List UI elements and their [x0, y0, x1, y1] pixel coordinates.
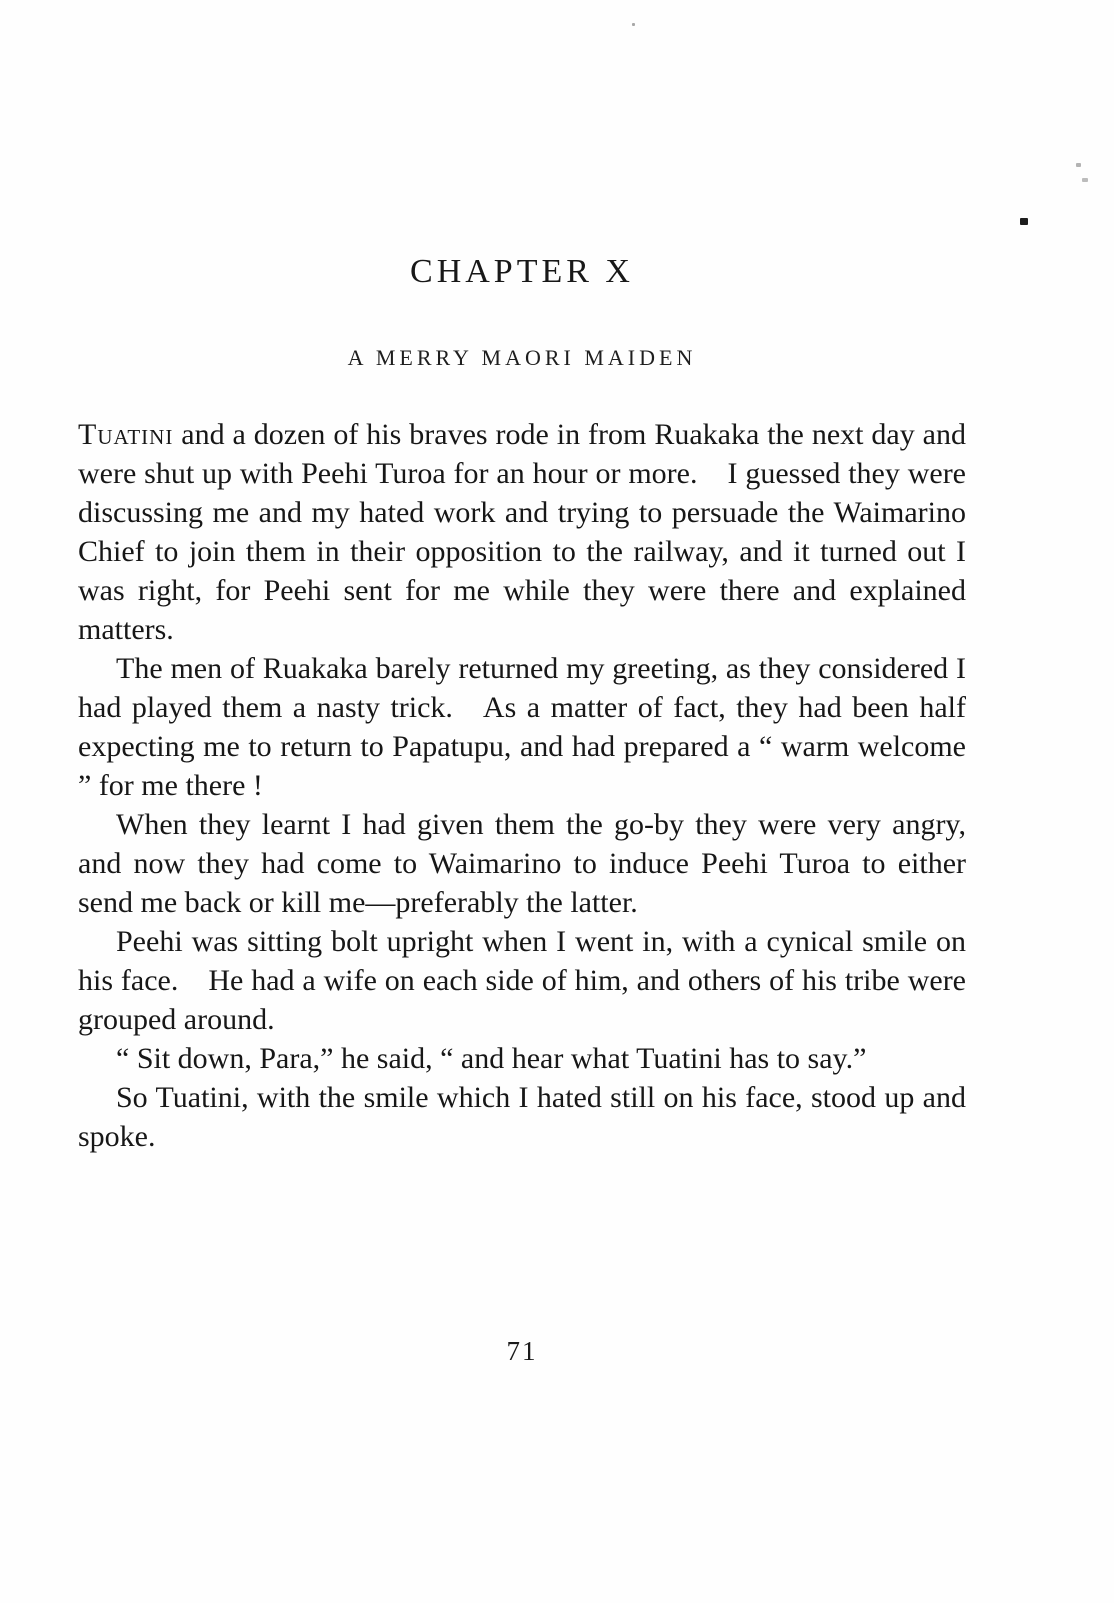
scan-speck [1020, 218, 1028, 225]
chapter-heading: CHAPTER X [410, 253, 634, 290]
body-text [78, 415, 966, 1156]
page-number: 71 [506, 1336, 538, 1366]
lead-word: Tuatini [78, 418, 174, 451]
paragraph-4: Peehi was sitting bolt upright when I went in, with a cynical smile on his face. He had a wife on each side of him, and others of his tribe were grouped around. [78, 925, 966, 1036]
chapter-subtitle: A MERRY MAORI MAIDEN [347, 345, 697, 370]
paragraph-2: The men of Ruakaka barely returned my greeting, as they considered I had played them a nasty trick. As a matter of fact, they had been half expecting me to return to Papatupu, and had prepared a “ warm welcome ” for me there ! [78, 652, 966, 802]
scan-speck [1082, 178, 1088, 182]
scan-speck [1076, 163, 1081, 167]
paragraph-5: “ Sit down, Para,” he said, “ and hear what Tuatini has to say.” [116, 1042, 867, 1075]
paragraph-3: When they learnt I had given them the go-by they were very angry, and now they had come to Waimarino to induce Peehi Turoa to either send me back or kill me—preferably the latter. [78, 808, 966, 919]
paragraph-1-text: and a dozen of his braves rode in from Ruakaka the next day and were shut up with Peehi Turoa for an hour or more. I guessed they were discussing me and my hated work and trying to persuade the Waimarino Chief to join them in their opposition to the railway, and it turned out I was right, for Peehi sent for me while they were there and explained matters. [78, 418, 966, 646]
paragraph-1 [78, 415, 966, 649]
scan-speck [632, 23, 635, 26]
paragraph-6: So Tuatini, with the smile which I hated still on his face, stood up and spoke. [78, 1081, 966, 1153]
